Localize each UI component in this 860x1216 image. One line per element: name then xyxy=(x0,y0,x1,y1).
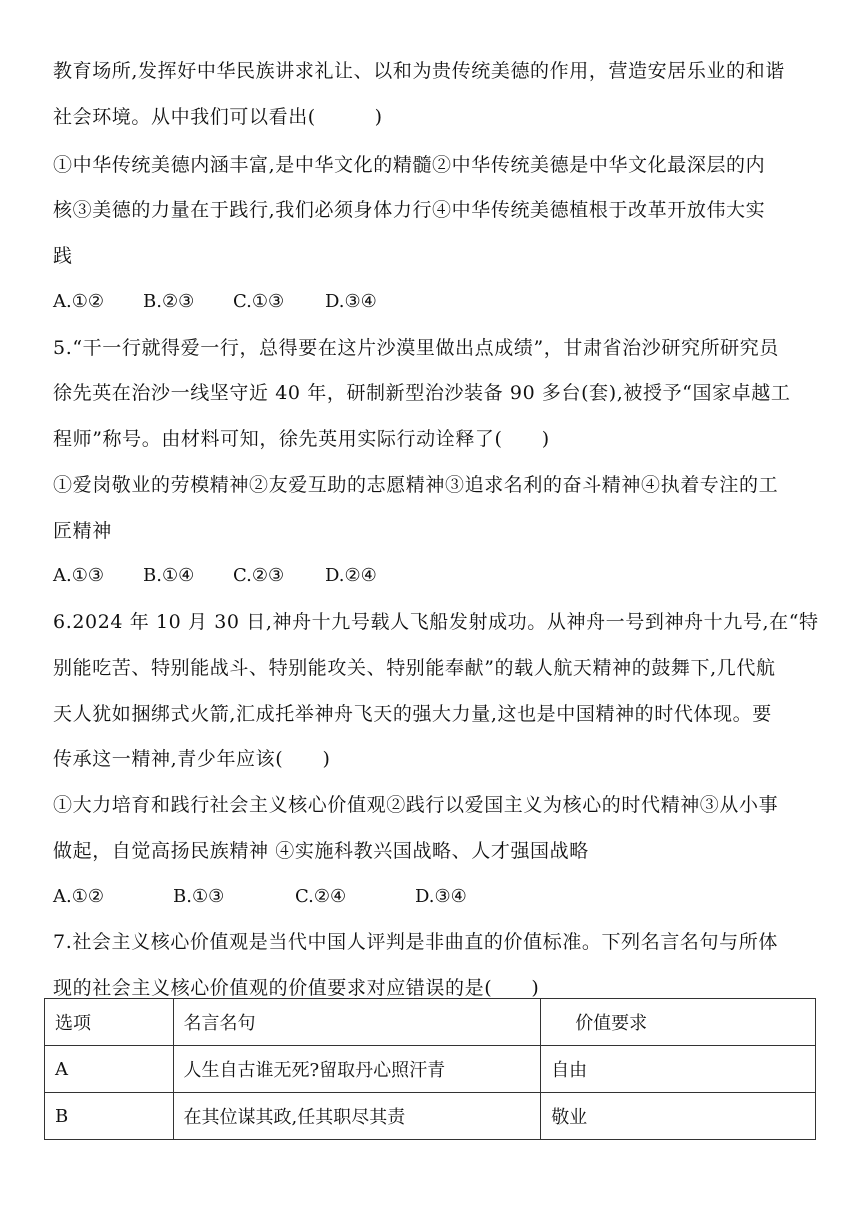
option-d: D.③④ xyxy=(415,886,467,907)
text-line: 践 xyxy=(53,245,73,267)
option-a: A.①③ xyxy=(53,565,104,586)
table-header-cell: 价值要求 xyxy=(541,999,816,1046)
text-line: 做起，自觉高扬民族精神 ④实施科教兴国战略、人才强国战略 xyxy=(53,840,589,862)
text-line: 程师”称号。由材料可知，徐先英用实际行动诠释了( ) xyxy=(53,428,550,450)
option-c: C.①③ xyxy=(233,291,285,312)
text-line: ①爱岗敬业的劳模精神②友爱互助的志愿精神③追求名利的奋斗精神④执着专注的工 xyxy=(53,474,779,496)
option-b: B.①③ xyxy=(173,886,225,907)
option-b: B.②③ xyxy=(143,291,195,312)
options-q5 xyxy=(53,564,377,588)
table-cell: 自由 xyxy=(541,1046,816,1093)
table-row xyxy=(45,1093,816,1140)
options-q6 xyxy=(53,885,467,909)
text-line: 传承这一精神,青少年应该( ) xyxy=(53,748,331,770)
table-header-cell: 选项 xyxy=(45,999,174,1046)
text-line: 别能吃苦、特别能战斗、特别能攻关、特别能奉献”的载人航天精神的鼓舞下,几代航 xyxy=(53,657,776,679)
option-c: C.②④ xyxy=(295,886,347,907)
options-q4 xyxy=(53,290,377,314)
text-line: ①中华传统美德内涵丰富,是中华文化的精髓②中华传统美德是中华文化最深层的内 xyxy=(53,154,766,176)
question-5: 5.“干一行就得爱一行，总得要在这片沙漠里做出点成绩”，甘肃省治沙研究所研究员 xyxy=(53,337,779,359)
table-cell: 在其位谋其政,任其职尽其责 xyxy=(173,1093,541,1140)
text-line: 徐先英在治沙一线坚守近 40 年，研制新型治沙装备 90 多台(套),被授予“国家卓越工 xyxy=(53,382,791,404)
values-table xyxy=(44,998,816,1140)
text-line: 社会环境。从中我们可以看出( ) xyxy=(53,106,383,128)
table-cell: 敬业 xyxy=(541,1093,816,1140)
option-b: B.①④ xyxy=(143,565,195,586)
text-line: 现的社会主义核心价值观的价值要求对应错误的是( ) xyxy=(53,977,540,999)
option-a: A.①② xyxy=(53,291,104,312)
text-line: 教育场所,发挥好中华民族讲求礼让、以和为贵传统美德的作用，营造安居乐业的和谐 xyxy=(53,60,785,82)
text-line: 天人犹如捆绑式火箭,汇成托举神舟飞天的强大力量,这也是中国精神的时代体现。要 xyxy=(53,703,772,725)
table-cell: 人生自古谁无死?留取丹心照汗青 xyxy=(173,1046,541,1093)
table-cell: B xyxy=(45,1093,174,1140)
option-a: A.①② xyxy=(53,886,104,907)
option-d: D.②④ xyxy=(325,565,377,586)
question-6: 6.2024 年 10 月 30 日,神舟十九号载人飞船发射成功。从神舟一号到神舟十九号,在“特 xyxy=(53,611,819,633)
table-row xyxy=(45,1046,816,1093)
table-header-row xyxy=(45,999,816,1046)
option-d: D.③④ xyxy=(325,291,377,312)
text-line: ①大力培育和践行社会主义核心价值观②践行以爱国主义为核心的时代精神③从小事 xyxy=(53,794,779,816)
table-header-cell: 名言名句 xyxy=(173,999,541,1046)
text-line: 核③美德的力量在于践行,我们必须身体力行④中华传统美德植根于改革开放伟大实 xyxy=(53,199,766,221)
table-cell: A xyxy=(45,1046,174,1093)
question-7: 7.社会主义核心价值观是当代中国人评判是非曲直的价值标准。下列名言名句与所体 xyxy=(53,931,778,953)
option-c: C.②③ xyxy=(233,565,285,586)
text-line: 匠精神 xyxy=(53,520,112,542)
